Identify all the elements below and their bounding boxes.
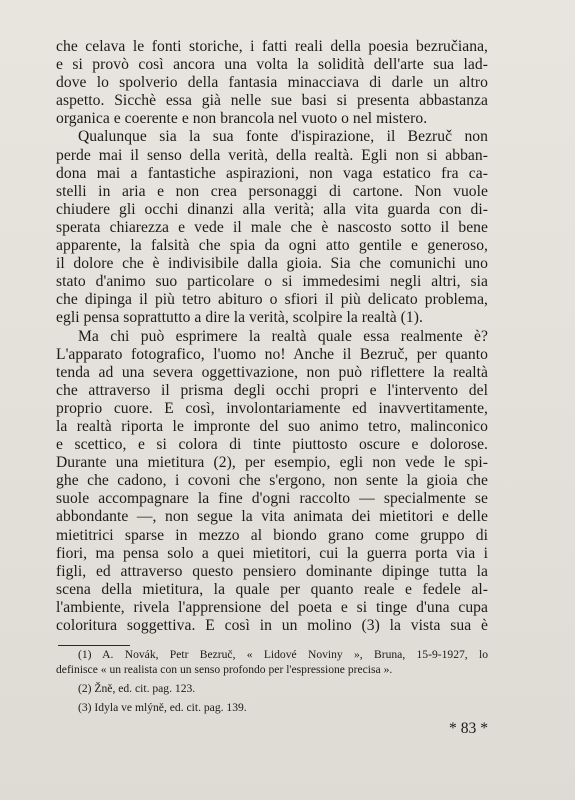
main-text-block [56,38,488,635]
footnote-1-line-1: (1) A. Novák, Petr Bezruč, « Lidové Noviny », Bruna, 15-9-1927, lo [78,648,488,661]
text-line: che celava le fonti storiche, i fatti reali della poesia bezručiana, [56,38,488,55]
text-line: apparente, la falsità che spia da ogni atto gentile e generoso, [56,237,488,255]
text-line: L'apparato fotografico, l'uomo no! Anche il Bezruč, per quanto [56,345,488,363]
text-line: stato d'animo suo particolare o si immedesimi negli altri, sia [56,273,488,291]
text-line: chiudere gli occhi dinanzi alla verità; alla vita guarda con di- [56,200,488,218]
text-line: tenda ad una severa oggettivazione, non può riflettere la realtà [56,363,488,381]
text-line: figli, ed attraverso questo pensiero dominante dipinge tutta la [56,562,488,580]
text-line: organica e coerente e non brancola nel vuoto o nel mistero. [56,110,428,128]
text-line: egli pensa soprattutto a dire la verità, scolpire la realtà (1). [56,309,423,327]
text-line: Qualunque sia la sua fonte d'ispirazione, il Bezruč non [78,128,488,146]
text-line: e scettico, e si colora di tinte piuttosto oscure e dolorose. [56,436,488,454]
footnotes [56,647,488,715]
text-line: dove lo spolverio della fantasia minacciava di darle un altro [56,74,488,92]
text-line: che attraverso il prisma degli occhi propri e l'intervento del [56,381,488,399]
text-line: sperata chiarezza e vede il male che è nascosto sotto il bene [56,218,488,236]
text-line: dona mai a fantastiche aspirazioni, non vaga estatico fra ca- [56,164,488,182]
text-line: Durante una mietitura (2), per esempio, egli non vede le spi- [56,454,488,472]
text-line: coloritura soggettiva. E così in un molino (3) la vista sua è [56,617,488,634]
footnote-divider [58,645,130,646]
text-line: il dolore che è indivisibile dalla gioia. Sia che comunichi uno [56,255,488,273]
text-line: mietitrici sparse in mezzo al biondo grano come gruppo di [56,526,488,544]
footnote-3: (3) Idyla ve mlýně, ed. cit. pag. 139. [78,701,247,714]
text-line: perde mai il senso della verità, della realtà. Egli non si abban- [56,146,488,164]
text-line: scena della mietitura, la quale per quanto reale e fedele al- [56,580,488,598]
text-line: fiori, ma pensa solo a quei mietitori, cui la guerra porta via i [56,544,488,562]
page-number: * 83 * [449,720,488,737]
text-line: abbondante —, non segue la vita animata dei mietitori e delle [56,508,488,526]
text-line: l'ambiente, rivela l'apprensione del poeta e si tinge d'una cupa [56,598,488,616]
text-line: Ma chi può esprimere la realtà quale essa realmente è? [78,327,488,345]
text-line: stelli in aria e non crea personaggi di cartone. Non vuole [56,182,488,200]
footnote-2: (2) Žně, ed. cit. pag. 123. [78,682,196,695]
text-line: che dipinga il più tetro abituro o sfiori il più delicato problema, [56,291,488,309]
text-line: la realtà riporta le impronte del suo animo tetro, malinconico [56,417,488,435]
text-line: ghe che cadono, i covoni che s'ergono, non sente la gioia che [56,472,488,490]
text-line: suole accompagnare la fine d'ogni raccolto — specialmente se [56,490,488,508]
text-line: e si provò così ancora una volta la solidità dell'arte sua lad- [56,56,488,74]
text-line: proprio cuore. E così, involontariamente ed inavvertitamente, [56,399,488,417]
text-line: aspetto. Sicchè essa già nelle sue basi si presenta abbastanza [56,92,488,110]
footnote-1-line-2: definisce « un realista con un senso profondo per l'espressione precisa ». [56,663,393,676]
